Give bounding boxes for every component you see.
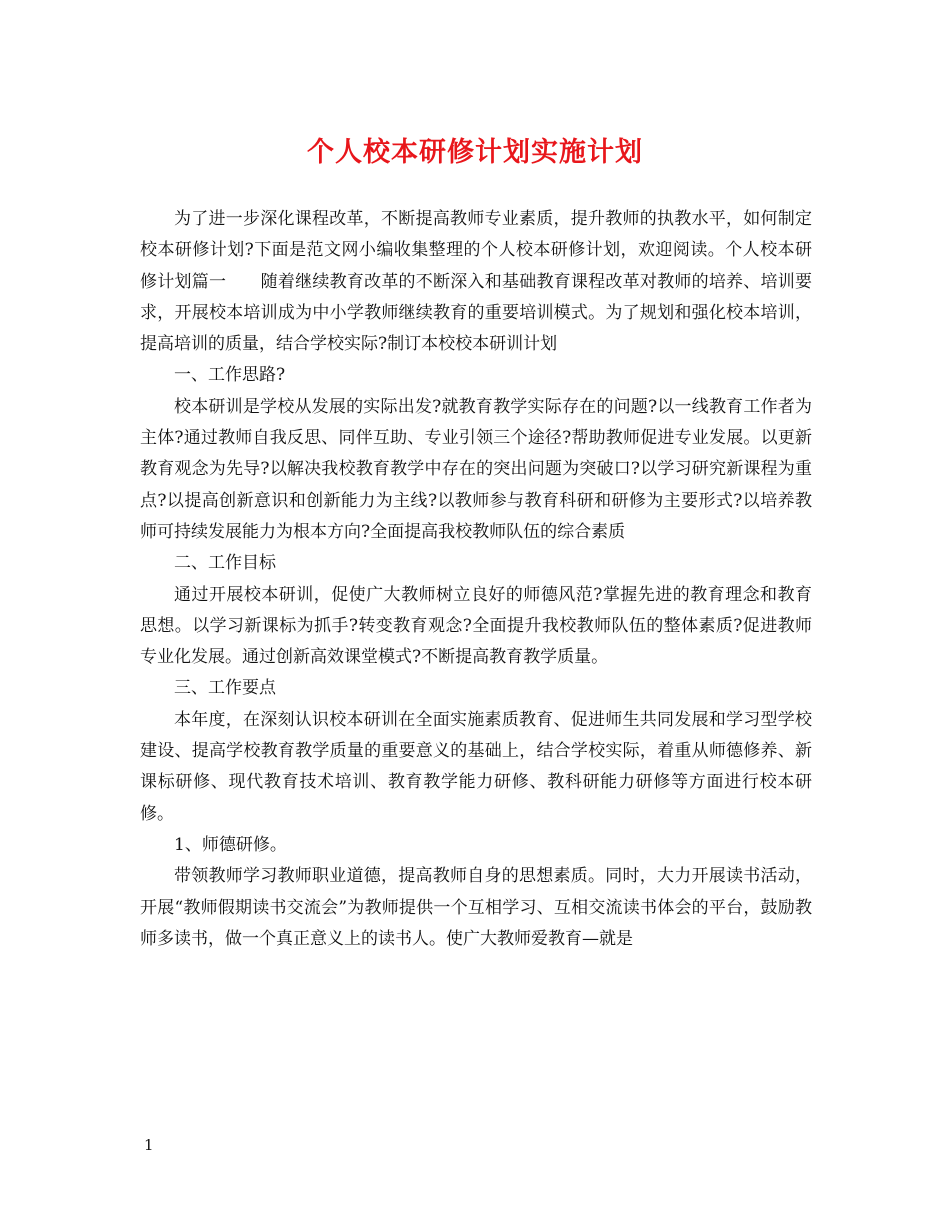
paragraph-work-ideas: 校本研训是学校从发展的实际出发?就教育教学实际存在的问题?以一线教育工作者为主体?通过教师自我反思、同伴互助、专业引领三个途径?帮助教师促进专业发展。以更新教育观念为先导?以解决我校教育教学中存在的突出问题为突破口?以学习研究新课程为重点?以提高创新意识和创新能力为主线?以教师参与教育科研和研修为主要形式?以培养教师可持续发展能力为根本方向?全面提高我校教师队伍的综合素质 [140,396,812,542]
heading-work-points: 三、工作要点 [174,678,276,699]
heading-ethics-training: 1、师德研修。 [174,834,287,855]
heading-work-ideas: 一、工作思路? [174,365,286,386]
paragraph-intro: 为了进一步深化课程改革，不断提高教师专业素质，提升教师的执教水平，如何制定校本研修计划?下面是范文网小编收集整理的个人校本研修计划，欢迎阅读。个人校本研修计划篇一 随着继续教育改革的不断深入和基础教育课程改革对教师的培养、培训要求，开展校本培训成为中小学教师继续教育的重要培训模式。为了规划和强化校本培训，提高培训的质量，结合学校实际?制订本校校本研训计划 [140,209,812,355]
heading-work-goals: 二、工作目标 [174,553,276,574]
page-number: 1 [144,1136,154,1154]
document-body [140,204,812,955]
paragraph-work-goals: 通过开展校本研训，促使广大教师树立良好的师德风范?掌握先进的教育理念和教育思想。以学习新课标为抓手?转变教育观念?全面提升我校教师队伍的整体素质?促进教师专业化发展。通过创新高效课堂模式?不断提高教育教学质量。 [140,584,812,668]
paragraph-ethics-training: 带领教师学习教师职业道德，提高教师自身的思想素质。同时，大力开展读书活动，开展“教师假期读书交流会”为教师提供一个互相学习、互相交流读书体会的平台，鼓励教师多读书，做一个真正意义上的读书人。使广大教师爱教育—就是 [140,866,812,949]
document-title: 个人校本研修计划实施计划 [307,137,643,168]
paragraph-work-points: 本年度，在深刻认识校本研训在全面实施素质教育、促进师生共同发展和学习型学校建设、提高学校教育教学质量的重要意义的基础上，结合学校实际，着重从师德修养、新课标研修、现代教育技术培训、教育教学能力研修、教科研能力研修等方面进行校本研修。 [140,709,812,824]
